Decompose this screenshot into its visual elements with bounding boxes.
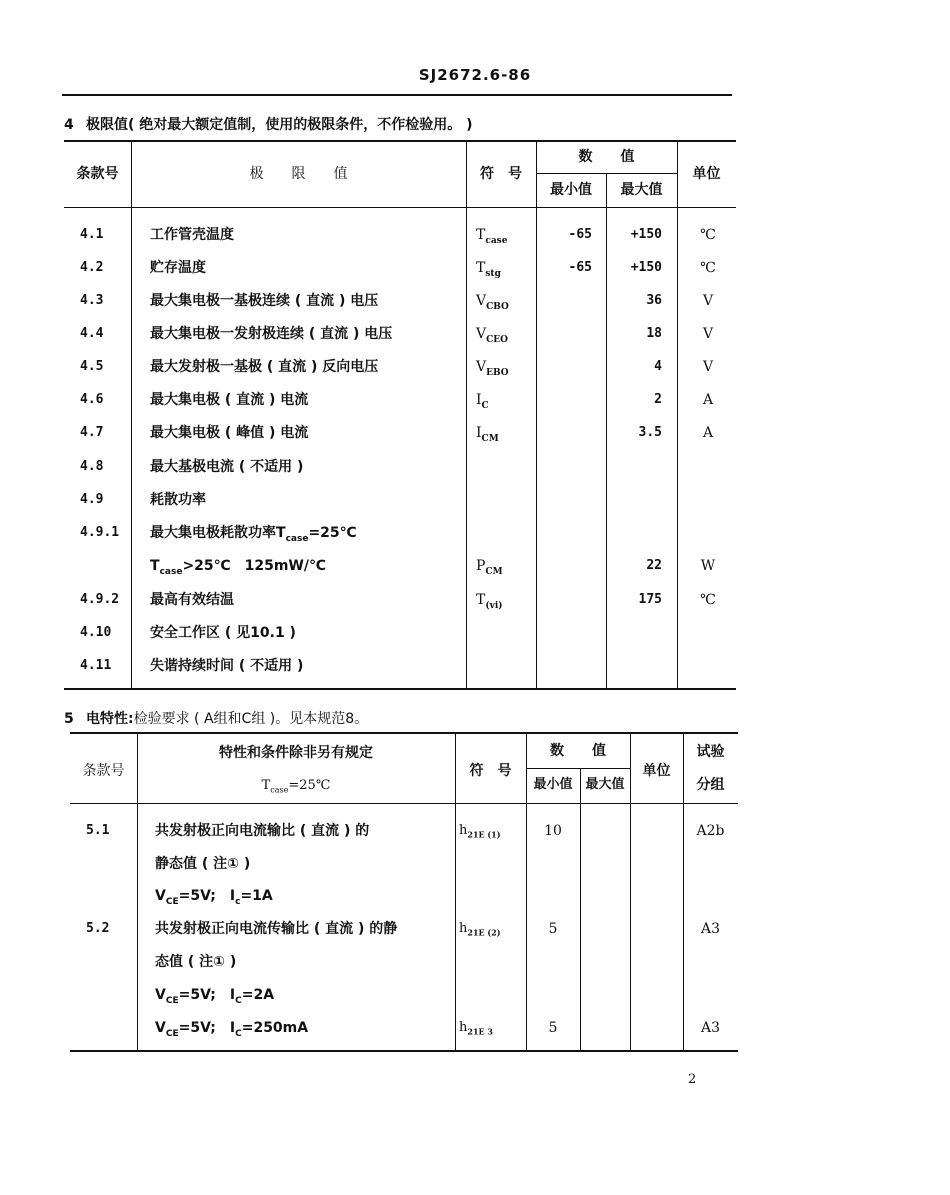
symbol-letter: P <box>476 558 486 574</box>
description-tail: >25℃ 125mW/℃ <box>182 558 326 574</box>
table4-header-clause: 条款号 <box>76 166 119 182</box>
table4-col-line-2 <box>466 142 467 688</box>
row-description <box>155 822 453 840</box>
description-subscript-2: C <box>235 1028 242 1039</box>
description-subscript-2: c <box>235 896 241 907</box>
symbol-subscript: EBO <box>486 367 509 378</box>
row-description <box>150 325 464 343</box>
page-number: 2 <box>688 1072 697 1087</box>
description-tail: =5V; I <box>178 888 236 904</box>
symbol-letter: h <box>459 823 468 838</box>
row-clause: 4.1 <box>80 227 104 242</box>
row-clause: 4.9 <box>80 492 104 507</box>
table4-col-line-3 <box>536 142 537 688</box>
table5-condition-symbol: T <box>261 778 271 793</box>
symbol-letter: V <box>476 359 487 375</box>
row-max: 3.5 <box>638 425 662 440</box>
row-group: A3 <box>700 921 721 937</box>
description-text: T <box>150 558 160 574</box>
row-min: 5 <box>548 921 558 937</box>
row-max: 36 <box>646 293 662 308</box>
table5-col-line-5 <box>630 734 631 1050</box>
table5-header-values: 数 值 <box>550 743 606 759</box>
row-unit: ℃ <box>700 592 716 608</box>
table5-header-clause: 条款号 <box>82 763 125 779</box>
row-symbol <box>459 822 525 844</box>
table4-col-line-1 <box>131 142 132 688</box>
row-group: A3 <box>700 1020 721 1036</box>
description-text: 共发射极正向电流输比 ( 直流 ) 的 <box>155 823 370 839</box>
row-max: +150 <box>630 227 662 242</box>
row-symbol <box>459 1019 525 1041</box>
row-min: -65 <box>568 227 592 242</box>
symbol-subscript: CM <box>485 566 503 577</box>
table5-subheader-rule <box>526 768 630 769</box>
symbol-subscript: (vi) <box>485 600 503 611</box>
table5-header-unit: 单位 <box>642 763 671 779</box>
row-description <box>150 391 464 409</box>
row-clause: 4.9.2 <box>80 592 120 607</box>
description-subscript: CE <box>165 1028 179 1039</box>
row-description <box>150 491 464 509</box>
symbol-subscript: 21E 3 <box>467 1026 493 1037</box>
section5-title <box>64 708 368 728</box>
row-symbol <box>476 424 536 448</box>
table4-header-values: 数 值 <box>578 149 635 165</box>
symbol-subscript: 21E (2) <box>467 927 501 938</box>
row-min: -65 <box>568 260 592 275</box>
symbol-subscript: CM <box>481 433 499 444</box>
row-description <box>150 657 464 675</box>
row-clause: 4.10 <box>80 625 112 640</box>
table5-header-symbol: 符 号 <box>469 763 512 779</box>
table4-header-limit: 极 限 值 <box>249 166 348 182</box>
row-clause: 4.11 <box>80 658 112 673</box>
section5-title-lead: 电特性: <box>86 711 134 727</box>
description-tail: =5V; I <box>178 987 236 1003</box>
description-tail-2: =250mA <box>241 1020 309 1036</box>
row-unit: V <box>702 326 714 342</box>
row-clause: 4.3 <box>80 293 104 308</box>
description-text: 最大集电极 ( 直流 ) 电流 <box>150 392 309 408</box>
row-description <box>150 524 464 548</box>
description-text: 失谐持续时间 ( 不适用 ) <box>150 658 304 674</box>
row-symbol <box>476 226 536 250</box>
symbol-letter: V <box>476 326 487 342</box>
row-clause: 5.1 <box>86 823 110 838</box>
table5-bottom-rule <box>70 1050 738 1052</box>
standard-code: SJ2672.6-86 <box>418 66 532 84</box>
description-text: 工作管壳温度 <box>150 227 234 243</box>
table4-bottom-rule <box>64 688 736 690</box>
table5-header-char: 特性和条件除非另有规定 <box>219 745 373 761</box>
section4-title <box>64 114 473 134</box>
table4-header-max: 最大值 <box>620 182 663 198</box>
description-subscript-2: C <box>235 995 242 1006</box>
symbol-letter: h <box>459 1020 468 1035</box>
row-clause: 4.8 <box>80 459 104 474</box>
description-text: V <box>155 987 166 1003</box>
symbol-subscript: CBO <box>486 301 509 312</box>
description-text: 最大集电极 ( 峰值 ) 电流 <box>150 425 309 441</box>
row-max: +150 <box>630 260 662 275</box>
row-clause: 4.7 <box>80 425 104 440</box>
description-subscript: case <box>285 533 309 544</box>
symbol-subscript: case <box>485 235 508 246</box>
row-max: 175 <box>638 592 662 607</box>
row-clause: 4.6 <box>80 392 104 407</box>
row-clause: 4.2 <box>80 260 104 275</box>
row-min: 5 <box>548 1020 558 1036</box>
row-clause: 5.2 <box>86 921 110 936</box>
row-description <box>150 458 464 476</box>
symbol-subscript: C <box>481 400 489 411</box>
description-text: 静态值 ( 注① ) <box>155 856 251 872</box>
table5-header-max: 最大值 <box>585 777 625 792</box>
description-subscript: case <box>159 566 183 577</box>
row-symbol <box>476 292 536 316</box>
header-rule <box>62 94 732 96</box>
symbol-subscript: CEO <box>486 334 508 345</box>
row-symbol <box>476 358 536 382</box>
description-text: 最大发射极一基极 ( 直流 ) 反向电压 <box>150 359 379 375</box>
row-min: 10 <box>544 823 562 839</box>
description-text: 安全工作区 ( 见10.1 ) <box>150 625 296 641</box>
description-text: 最大集电极一发射极连续 ( 直流 ) 电压 <box>150 326 393 342</box>
table5-header-min: 最小值 <box>533 777 573 792</box>
section5-title-rest: 检验要求 ( A组和C组 )。见本规范8。 <box>133 711 369 727</box>
description-text: V <box>155 1020 166 1036</box>
symbol-letter: T <box>476 227 486 243</box>
row-description <box>155 855 453 873</box>
table4-header-rule <box>64 207 736 208</box>
section4-title-lead: 极限值 <box>86 117 128 133</box>
description-tail: =5V; I <box>178 1020 236 1036</box>
row-description <box>155 1019 453 1043</box>
description-tail-2: =2A <box>241 987 275 1003</box>
symbol-subscript: stg <box>485 268 501 279</box>
section5-number: 5 <box>64 711 74 727</box>
table5-condition-sub: case <box>270 785 289 795</box>
row-clause: 4.4 <box>80 326 104 341</box>
row-group: A2b <box>696 823 725 839</box>
table5-header-group-1: 试验 <box>696 744 725 760</box>
row-symbol <box>459 920 525 942</box>
description-text: 最大集电极一基极连续 ( 直流 ) 电压 <box>150 293 379 309</box>
row-symbol <box>476 591 536 615</box>
row-symbol <box>476 391 536 415</box>
row-unit: ℃ <box>700 227 716 243</box>
row-symbol <box>476 325 536 349</box>
row-symbol <box>476 259 536 283</box>
table4-top-rule <box>64 140 736 142</box>
section4-title-rest: ( 绝对最大额定值制，使用的极限条件，不作检验用。 ) <box>128 117 473 133</box>
row-description <box>155 953 453 971</box>
row-unit: ℃ <box>700 260 716 276</box>
table5-col-line-4 <box>580 768 581 1050</box>
description-text: 最大集电极耗散功率T <box>150 525 286 541</box>
row-max: 22 <box>646 558 662 573</box>
section4-number: 4 <box>64 117 74 133</box>
table5-col-line-2 <box>455 734 456 1050</box>
row-unit: V <box>702 359 714 375</box>
row-description <box>150 624 464 642</box>
description-text: 贮存温度 <box>150 260 206 276</box>
symbol-letter: T <box>476 592 486 608</box>
description-subscript: CE <box>165 896 179 907</box>
symbol-letter: V <box>476 293 487 309</box>
description-text: 最高有效结温 <box>150 592 234 608</box>
row-clause: 4.5 <box>80 359 104 374</box>
row-description <box>155 887 453 911</box>
row-clause: 4.9.1 <box>80 525 120 540</box>
table5-condition-tail: =25℃ <box>288 778 331 793</box>
table4-header-min: 最小值 <box>550 182 592 198</box>
symbol-letter: h <box>459 921 468 936</box>
row-description <box>150 226 464 244</box>
row-unit: V <box>702 293 714 309</box>
description-tail: =25℃ <box>308 525 357 541</box>
description-text: 耗散功率 <box>150 492 206 508</box>
row-description <box>150 591 464 609</box>
symbol-letter: T <box>476 260 486 276</box>
description-text: 最大基极电流 ( 不适用 ) <box>150 459 304 475</box>
symbol-letter: I <box>476 392 482 408</box>
row-description <box>150 424 464 442</box>
row-description <box>150 259 464 277</box>
description-text: 共发射极正向电流传输比 ( 直流 ) 的静 <box>155 921 398 937</box>
table5-header-rule <box>70 803 738 804</box>
description-text: V <box>155 888 166 904</box>
row-max: 18 <box>646 326 662 341</box>
row-symbol <box>476 557 536 581</box>
row-unit: W <box>700 558 716 574</box>
table5-header-group-2: 分组 <box>696 777 725 793</box>
row-description <box>155 920 453 938</box>
description-subscript: CE <box>165 995 179 1006</box>
description-tail-2: =1A <box>240 888 273 904</box>
table5-header-condition <box>137 777 455 800</box>
table4-col-line-5 <box>677 142 678 688</box>
row-max: 2 <box>654 392 662 407</box>
row-description <box>150 292 464 310</box>
symbol-letter: I <box>476 425 482 441</box>
row-description <box>150 358 464 376</box>
table4-header-unit: 单位 <box>692 166 721 182</box>
symbol-subscript: 21E (1) <box>467 829 501 840</box>
row-description <box>155 986 453 1010</box>
row-max: 4 <box>654 359 662 374</box>
table5-top-rule <box>70 732 738 734</box>
row-description <box>150 557 464 581</box>
row-unit: A <box>702 392 714 408</box>
row-unit: A <box>702 425 714 441</box>
description-text: 态值 ( 注① ) <box>155 954 237 970</box>
table4-header-symbol: 符 号 <box>480 166 522 182</box>
